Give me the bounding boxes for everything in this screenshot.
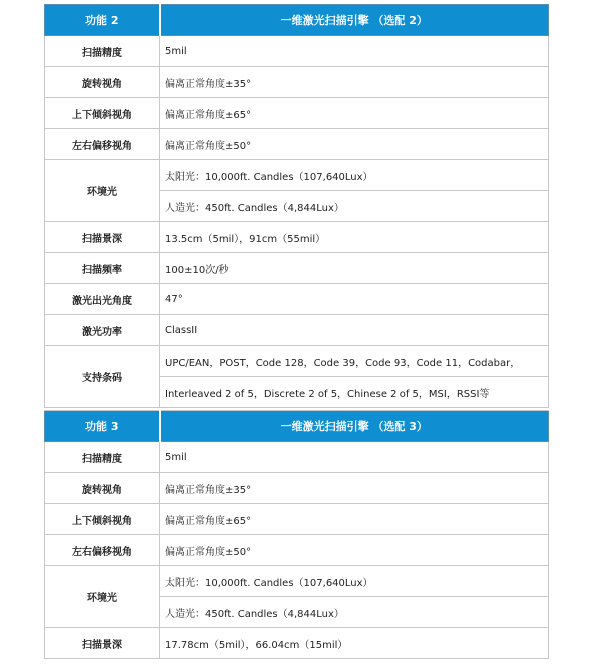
spec-label: 旋转视角 xyxy=(45,67,160,98)
spec-label: 扫描景深 xyxy=(45,222,160,253)
spec-label: 扫描频率 xyxy=(45,253,160,284)
spec-value: 太阳光：10,000ft. Candles（107,640Lux） xyxy=(160,566,549,597)
spec-value: 偏离正常角度±50° xyxy=(160,535,549,566)
spec-value: UPC/EAN，POST，Code 128，Code 39，Code 93，Code 11，Codabar， xyxy=(160,346,549,377)
spec-value: 太阳光：10,000ft. Candles（107,640Lux） xyxy=(160,160,549,191)
spec-label: 上下倾斜视角 xyxy=(45,98,160,129)
spec-row xyxy=(45,160,549,191)
spec-value: 人造光：450ft. Candles（4,844Lux） xyxy=(160,597,549,628)
spec-label: 激光出光角度 xyxy=(45,284,160,315)
spec-row xyxy=(45,36,549,67)
section-header-value: 一维激光扫描引擎 （选配 2） xyxy=(160,5,549,36)
spec-label: 扫描景深 xyxy=(45,628,160,659)
section-header-label: 功能 3 xyxy=(45,411,160,442)
spec-value: 偏离正常角度±50° xyxy=(160,129,549,160)
spec-row xyxy=(45,284,549,315)
spec-row xyxy=(45,442,549,473)
spec-row xyxy=(45,346,549,377)
spec-value: 17.78cm（5mil），66.04cm（15mil） xyxy=(160,628,549,659)
spec-label: 激光功率 xyxy=(45,315,160,346)
spec-label: 扫描精度 xyxy=(45,442,160,473)
spec-value: 5mil xyxy=(160,442,549,473)
spec-label: 扫描精度 xyxy=(45,36,160,67)
spec-row xyxy=(45,566,549,597)
spec-value: 47° xyxy=(160,284,549,315)
spec-value: 偏离正常角度±35° xyxy=(160,67,549,98)
spec-value: 偏离正常角度±65° xyxy=(160,98,549,129)
spec-label: 环境光 xyxy=(45,160,160,222)
spec-label: 上下倾斜视角 xyxy=(45,504,160,535)
spec-row xyxy=(45,504,549,535)
spec-row xyxy=(45,98,549,129)
spec-row xyxy=(45,222,549,253)
spec-value: 13.5cm（5mil），91cm（55mil） xyxy=(160,222,549,253)
spec-value: 100±10次/秒 xyxy=(160,253,549,284)
spec-label: 环境光 xyxy=(45,566,160,628)
spec-value: Interleaved 2 of 5，Discrete 2 of 5，Chinese 2 of 5，MSI，RSSI等 xyxy=(160,377,549,408)
spec-row xyxy=(45,535,549,566)
section-header-label: 功能 2 xyxy=(45,5,160,36)
spec-label: 左右偏移视角 xyxy=(45,129,160,160)
spec-row xyxy=(45,473,549,504)
spec-row xyxy=(45,67,549,98)
spec-value: ClassII xyxy=(160,315,549,346)
spec-row xyxy=(45,315,549,346)
spec-label: 支持条码 xyxy=(45,346,160,408)
spec-value: 人造光：450ft. Candles（4,844Lux） xyxy=(160,191,549,222)
spec-value: 5mil xyxy=(160,36,549,67)
spec-table xyxy=(44,4,549,659)
spec-row xyxy=(45,129,549,160)
spec-row xyxy=(45,628,549,659)
section-header-row xyxy=(45,411,549,442)
section-header-value: 一维激光扫描引擎 （选配 3） xyxy=(160,411,549,442)
spec-value: 偏离正常角度±65° xyxy=(160,504,549,535)
spec-row xyxy=(45,253,549,284)
spec-label: 左右偏移视角 xyxy=(45,535,160,566)
section-header-row xyxy=(45,5,549,36)
spec-label: 旋转视角 xyxy=(45,473,160,504)
spec-table-body xyxy=(45,5,549,659)
spec-value: 偏离正常角度±35° xyxy=(160,473,549,504)
